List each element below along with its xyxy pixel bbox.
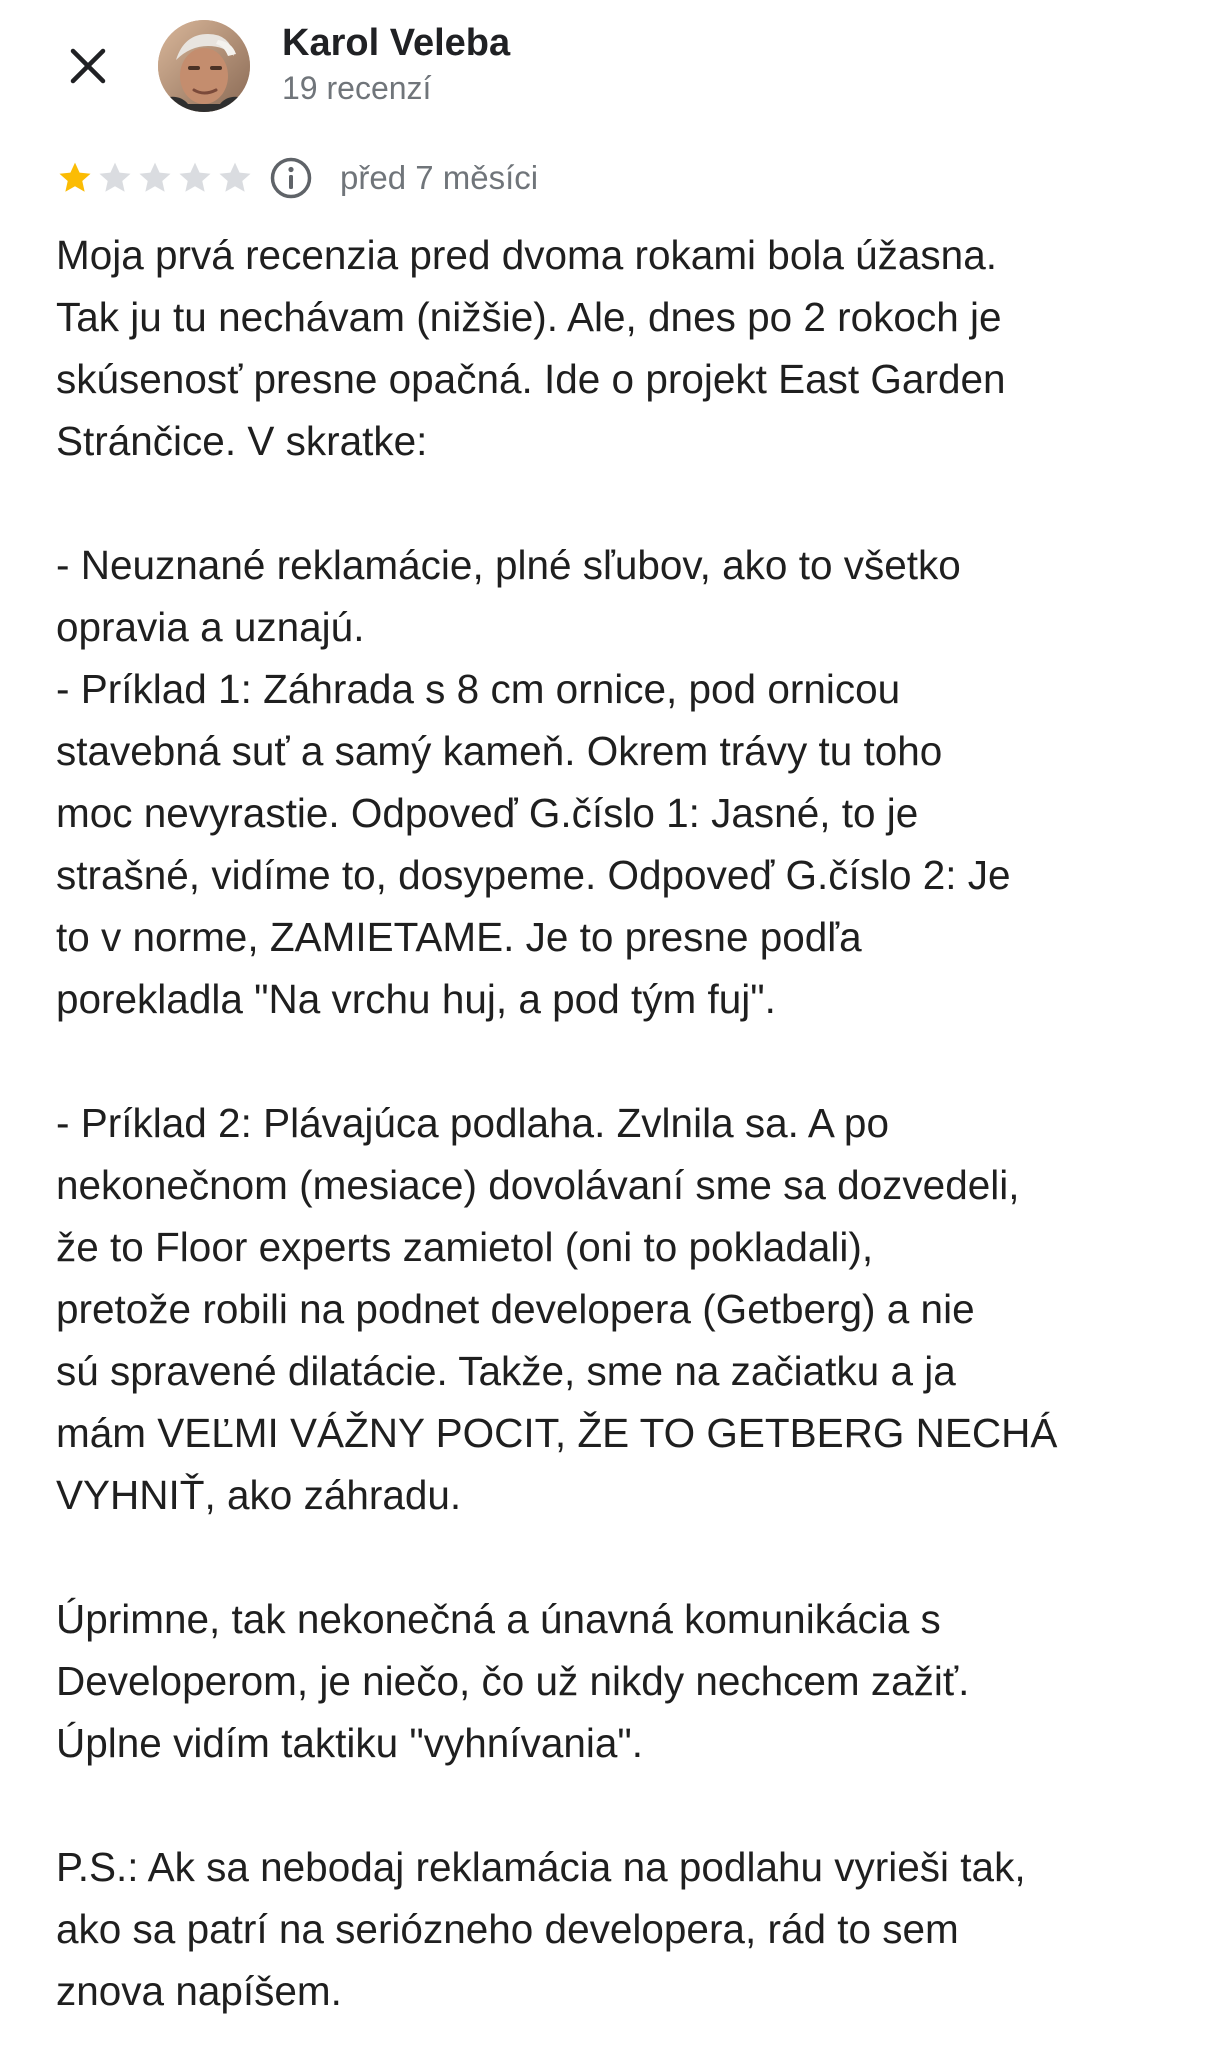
star-icon-4	[176, 159, 214, 197]
review-paragraph	[56, 534, 1166, 1030]
avatar-photo-icon	[158, 20, 250, 112]
review-line: VYHNIŤ, ako záhradu.	[56, 1472, 462, 1518]
reviewer-avatar[interactable]	[158, 20, 250, 112]
review-line: stavebná suť a samý kameň. Okrem trávy tu toho	[56, 728, 943, 774]
review-line: Moja prvá recenzia pred dvoma rokami bola úžasna.	[56, 232, 997, 278]
review-line: sú spravené dilatácie. Takže, sme na začiatku a ja	[56, 1348, 956, 1394]
review-paragraph	[56, 1092, 1166, 1526]
review-date: před 7 měsíci	[340, 159, 539, 196]
review-line: - Neuznané reklamácie, plné sľubov, ako to všetko	[56, 542, 961, 588]
review-line: znova napíšem.	[56, 1968, 342, 2014]
star-icon-1	[56, 159, 94, 197]
review-line: Úprimne, tak nekonečná a únavná komunikácia s	[56, 1596, 941, 1642]
reviewer-name[interactable]: Karol Veleba	[282, 22, 511, 64]
close-button[interactable]	[60, 38, 116, 94]
star-icon-3	[136, 159, 174, 197]
review-paragraph	[56, 1588, 1166, 1774]
review-line: moc nevyrastie. Odpoveď G.číslo 1: Jasné, to je	[56, 790, 919, 836]
review-line: Úplne vidím taktiku "vyhnívania".	[56, 1720, 644, 1766]
review-meta-row	[56, 154, 538, 202]
review-line: pretože robili na podnet developera (Getberg) a nie	[56, 1286, 975, 1332]
star-icon-2	[96, 159, 134, 197]
review-line: ako sa patrí na serióznehо developera, rád to sem	[56, 1906, 959, 1952]
review-info-button[interactable]	[268, 155, 314, 201]
review-line: - Príklad 2: Plávajúca podlaha. Zvlnila sa. A po	[56, 1100, 889, 1146]
review-line: porekladla "Na vrchu huj, a pod tým fuj".	[56, 976, 776, 1022]
review-line: skúsenosť presne opačná. Ide o projekt East Garden	[56, 356, 1006, 402]
review-paragraph	[56, 224, 1166, 472]
reviewer-review-count: 19 recenzí	[282, 70, 432, 106]
review-line: - Príklad 1: Záhrada s 8 cm ornice, pod ornicou	[56, 666, 901, 712]
star-icon-5	[216, 159, 254, 197]
review-line: že to Floor experts zamietol (oni to pokladali),	[56, 1224, 874, 1270]
review-line: strašné, vidíme to, dosypeme. Odpoveď G.číslo 2: Je	[56, 852, 1011, 898]
star-rating	[56, 159, 254, 197]
review-text	[56, 224, 1166, 2022]
review-line: mám VEĽMI VÁŽNY POCIT, ŽE TO GETBERG NECHÁ	[56, 1410, 1058, 1456]
review-header	[0, 0, 1208, 150]
review-line: nekonečnom (mesiace) dovolávaní sme sa dozvedeli,	[56, 1162, 1020, 1208]
close-icon	[68, 46, 108, 86]
review-paragraph	[56, 1836, 1166, 2022]
review-line: to v norme, ZAMIETAME. Je to presne podľa	[56, 914, 862, 960]
review-line: Developerom, je niečo, čo už nikdy nechcem zažiť.	[56, 1658, 970, 1704]
review-line: opravia a uznajú.	[56, 604, 365, 650]
review-line: Tak ju tu nechávam (nižšie). Ale, dnes po 2 rokoch je	[56, 294, 1002, 340]
info-icon	[269, 156, 313, 200]
review-line: Stránčice. V skratke:	[56, 418, 428, 464]
review-line: P.S.: Ak sa nebodaj reklamácia na podlahu vyrieši tak,	[56, 1844, 1026, 1890]
